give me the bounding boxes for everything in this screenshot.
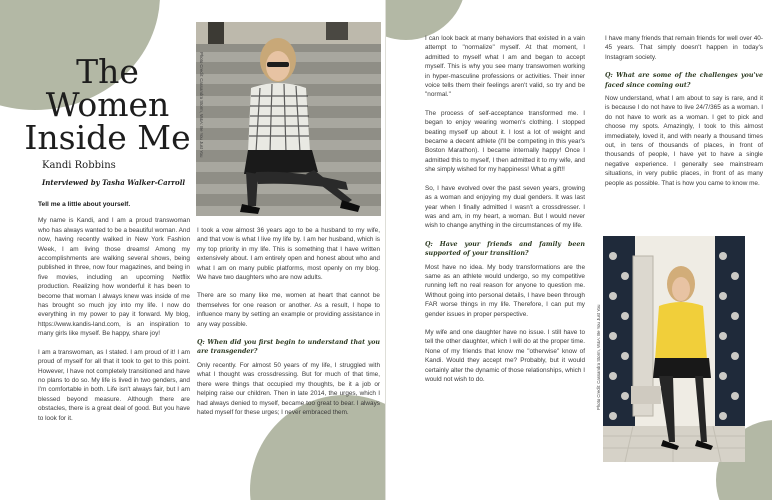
photo-illustration (603, 236, 745, 462)
photo-credit: Photo Credit: Cassandra Storm, W&A: Be You Just You (199, 52, 204, 158)
headline-line: The (76, 52, 139, 91)
interview-question: Q: Have your friends and family been supported of your transition? (425, 240, 585, 258)
portrait-photo (196, 22, 381, 216)
photo-illustration (196, 22, 381, 216)
text-column (38, 200, 190, 432)
interviewer-credit: Interviewed by Tasha Walker-Carroll (42, 178, 186, 187)
interview-question: Q: What are some of the challenges you've faced since coming out? (605, 72, 763, 89)
paragraph: Only recently. For almost 50 years of my life, I struggled with what I thought was crossdressing. But for much of that time, there were things that occupied my thoughts, be it a job or helping raise our children. Then in late 2014, the urges, which I had always denied to myself, became too great to bear. I always hated myself for these urges; I never embraced them. (197, 361, 380, 416)
interview-question: Q: When did you first begin to understand that you are transgender? (197, 339, 380, 356)
headline-line: Inside Me (24, 118, 191, 157)
headline-line: Women (45, 85, 170, 124)
text-column (425, 34, 585, 393)
paragraph: So, I have evolved over the past seven years, growing as a woman and enjoying my dual genders. It was last year when I finally admitted I wasn't a crossdresser. I was and am, in my heart, a woman. But I would never wish to change anything in the circumstances of my life. (425, 184, 585, 230)
paragraph: I can look back at many behaviors that existed in a vain attempt to "normalize" myself. At that moment, I admitted to myself what I am and began to accept myself. This is why you see many transwomen working in hyper-masculine professions or activities. Their inner voice tells them their feelings aren't valid, so try and be "normal." (425, 35, 585, 99)
paragraph: I took a vow almost 36 years ago to be a husband to my wife, and that vow is what I live my life by. I am her husband, which is my top priority in my life. This is something that I have written extensively about. I am entirely open and honest about who and what I am on many public platforms, most openly on my blog. We have two daughters who are now adults. (197, 227, 380, 282)
paragraph: Now understand, what I am about to say is rare, and it is because I do not have to live 24/7/365 as a woman. I do not have to work as a woman. I get to pick and choose my spots. Amazingly, I took to this almost immediately, loved it, and with nearly a thousand times out, in tens of thousands of places, in front of thousands of people, I have yet to have a single negative experience. I generally see mainstream situations, in very public places, in front of as many people as possible. That is how you came to know me. (605, 95, 763, 187)
lead-question: Tell me a little about yourself. (38, 201, 131, 208)
text-column (605, 34, 763, 197)
article-headline (20, 52, 195, 157)
paragraph: The process of self-acceptance transformed me. I began to enjoy wearing women's clothing. I stopped beating myself up about it. I lost a lot of weight and became a decent athlete (I'll be competing in this year's Boston Marathon). I became internally happy! Once I admitted this to myself, I then admitted it to my wife, and she simply wished for my happiness! What a gift!! (425, 109, 585, 174)
paragraph: My wife and one daughter have no issue. I still have to tell the other daughter, which I will do at the proper time. None of my friends that know me "otherwise" know of Kandi. Would they accept me? Probably, but it would certainly alter the dynamic of those relationships, which I would not wish to do. (425, 328, 585, 383)
portrait-photo (603, 236, 745, 462)
paragraph: I have many friends that remain friends for well over 40-45 years. That simply doesn't happen in today's Instagram society. (605, 35, 763, 61)
paragraph: I am a transwoman, as I stated. I am proud of it! I am proud of myself for all that it took to get to this point. However, I have not completely transitioned and have no plans to do so. My life is lived in two genders, and I'm comfortable in both. Life isn't always fair, but I am blessed beyond measure. Although there are obstacles, there is a great deal of good. But you have to look for it. (38, 348, 190, 422)
paragraph: There are so many like me, women at heart that cannot be themselves for one reason or another. As a result, I hope to influence many by setting an example or providing assistance in any way possible. (197, 292, 380, 328)
author-name: Kandi Robbins (42, 160, 116, 171)
paragraph: Most have no idea. My body transformations are the same as an athlete would undergo, so my competitive running left no real reason for anyone to question me. Without going into personal details, I have been through FAR worse things in my life. Therefore, I can put my gender issues in proper perspective. (425, 263, 585, 318)
paragraph: My name is Kandi, and I am a proud transwoman who has always wanted to be a beautiful woman. And now, having recently walked in New York Fashion Week, I am living those dreams! Among my accomplishments are walking several shows, being published in three, now four magazines, and being in five movies, including an upcoming Netflix production. Realizing how wonderful it has been to become that woman I always knew was inside of me has brought so much joy into my life. I now do everything in my power to pay it forward. My blog, https://www.kandis-land.com, is an inspiration to many girls like myself. Be happy, share joy! (38, 217, 190, 338)
text-column (197, 226, 380, 426)
photo-credit: Photo Credit: Cassandra Storm, W&A: Be You Just You (596, 304, 601, 410)
